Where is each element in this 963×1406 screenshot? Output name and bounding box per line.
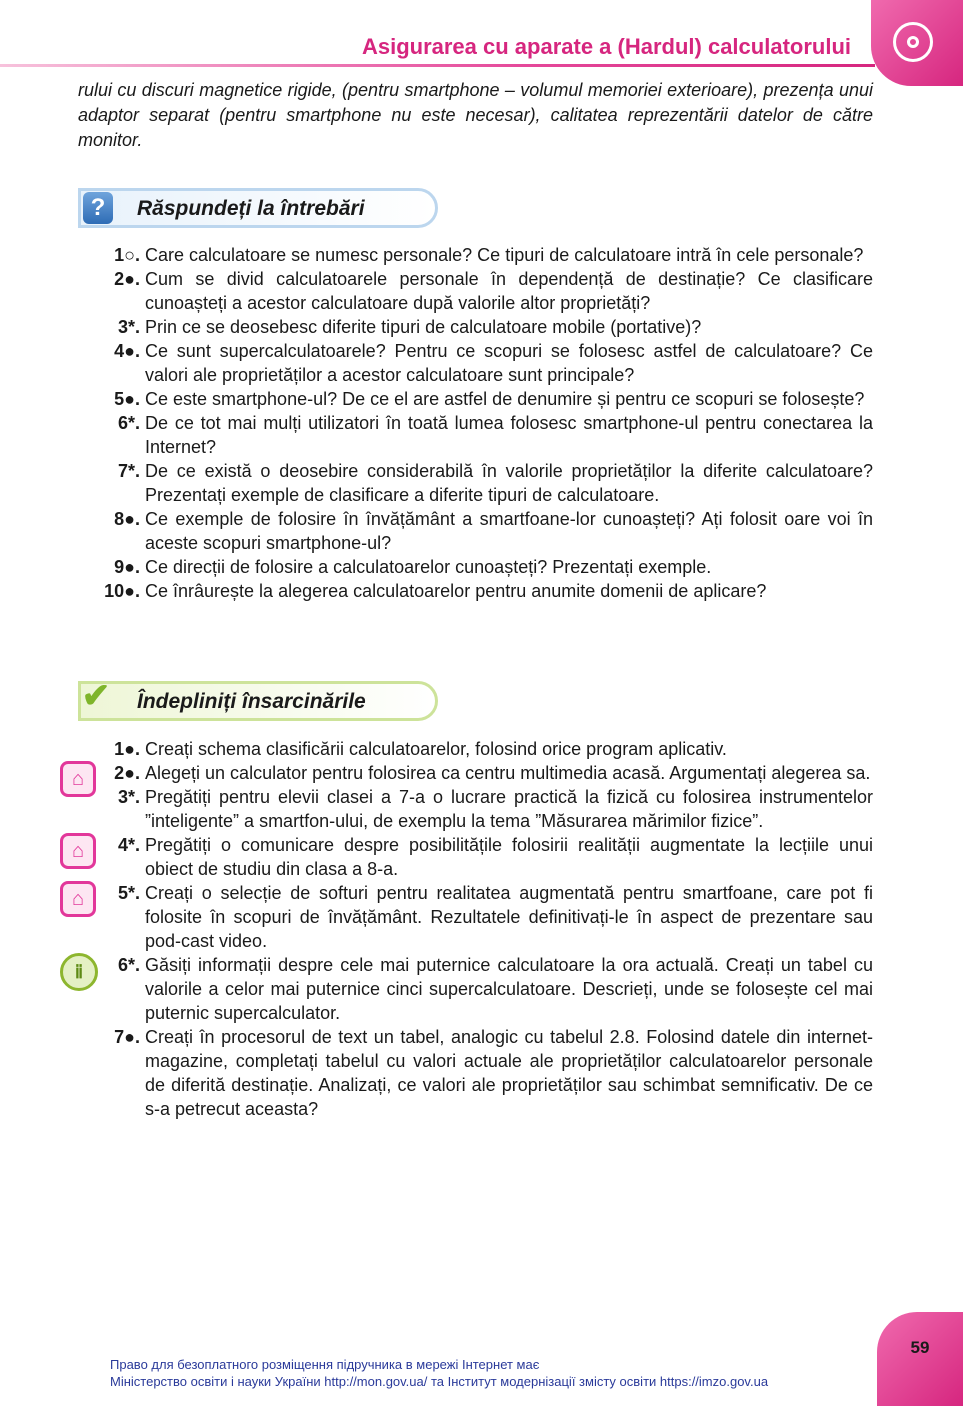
footer: [110, 1356, 870, 1390]
questions-number: 5●.: [114, 389, 140, 409]
tasks-banner: [78, 677, 438, 721]
tasks-number: 2●.: [114, 763, 140, 783]
question-icon: ?: [83, 192, 113, 224]
tasks-number: 4*.: [117, 835, 140, 855]
questions-number: 10●.: [104, 581, 140, 601]
questions-text: Prin ce se deosebesc diferite tipuri de calculatoare mobile (portative)?: [145, 317, 702, 337]
questions-title: Răspundeți la întrebări: [137, 197, 365, 220]
questions-number: 7*.: [117, 461, 140, 481]
questions-item: [78, 243, 873, 267]
tasks-item: [78, 1025, 873, 1121]
checkmark-icon: ✔: [81, 677, 111, 715]
tasks-item: [74, 953, 873, 1025]
questions-text: Cum se divid calculatoarele personale în dependență de destinație? Ce clasificare cunoașteți a acestor calculatoare după valorile altor proprietăți?: [145, 269, 873, 313]
tasks-item: [71, 881, 873, 953]
questions-item: [78, 507, 873, 555]
questions-text: De ce tot mai mulți utilizatori în toată lumea folosesc smartphone-ul pentru conectarea la Internet?: [145, 413, 873, 457]
tasks-text: Pregătiți pentru elevii clasei a 7-a o lucrare practică la fizică cu folosirea instrumentelor ”inteligente” a smartfon-ului, de exemplu la tema ”Măsurarea mărimilor fizice”.: [145, 787, 873, 831]
questions-item: [78, 555, 873, 579]
tasks-number: 7●.: [114, 1027, 140, 1047]
tasks-item: [71, 833, 873, 881]
page-number: 59: [910, 1338, 930, 1357]
questions-text: Ce sunt supercalculatoarele? Pentru ce scopuri se folosesc astfel de calculatoare? Ce valori ale proprietăților a acestor calculatoare sunt principale?: [145, 341, 873, 385]
tasks-text: Alegeți un calculator pentru folosirea ca centru multimedia acasă. Argumentați alegerea sa.: [145, 763, 871, 783]
questions-text: Ce direcții de folosire a calculatoarelor cunoașteți? Prezentați exemple.: [145, 557, 712, 577]
tasks-item: [78, 737, 873, 761]
team-work-icon: ⅱ: [60, 953, 98, 991]
tasks-item: [78, 785, 873, 833]
questions-item: [78, 339, 873, 387]
questions-banner: [78, 188, 438, 228]
tasks-text: Creați schema clasificării calculatoarelor, folosind orice program aplicativ.: [145, 739, 727, 759]
questions-text: De ce există o deosebire considerabilă în valorile proprietăților la diferite calculatoare? Prezentați exemple de clasificare a diferite tipuri de calculatoare.: [145, 461, 873, 505]
questions-item: [78, 579, 873, 603]
page-title: Asigurarea cu aparate a (Hardul) calculatorului: [361, 34, 851, 59]
tasks-number: 5*.: [117, 883, 140, 903]
questions-item: [78, 315, 873, 339]
questions-number: 1○.: [114, 245, 140, 265]
questions-number: 4●.: [114, 341, 140, 361]
questions-item: [78, 411, 873, 459]
footer-line-1: Право для безоплатного розміщення підручника в мережі Інтернет має: [110, 1357, 540, 1372]
tasks-text: Găsiți informații despre cele mai puternice calculatoare la ora actuală. Creați un tabel cu valorile a celor mai puternice cinci supercalculatoare. Descrieți, unde se folosește cel mai puternic supercalculator.: [145, 955, 873, 1023]
home-task-icon: ⌂: [60, 833, 96, 869]
questions-number: 3*.: [117, 317, 140, 337]
tasks-list: [71, 737, 873, 1121]
questions-text: Care calculatoare se numesc personale? Ce tipuri de calculatoare intră în cele personale?: [145, 245, 864, 265]
tasks-text: Pregătiți o comunicare despre posibilitățile folosirii realității augmentate la lecțiile unui obiect de studiu din clasa a 8-a.: [145, 835, 873, 879]
tasks-number: 1●.: [114, 739, 140, 759]
questions-item: [78, 267, 873, 315]
tasks-number: 3*.: [117, 787, 140, 807]
questions-item: [78, 387, 873, 411]
questions-number: 9●.: [114, 557, 140, 577]
questions-text: Ce înrâurește la alegerea calculatoarelor pentru anumite domenii de aplicare?: [145, 581, 767, 601]
header-corner: [871, 0, 963, 86]
tasks-title: Îndepliniți însarcinările: [137, 690, 366, 713]
tasks-item: [71, 761, 873, 790]
page-number-tab: [877, 1312, 963, 1406]
tasks-text: Creați o selecție de softuri pentru realitatea augmentată pentru smartfoane, care pot fi folosite în scopuri de învățământ. Rezultatele definitivați-le în aspect de prezentare sau pod-cast video.: [145, 883, 873, 951]
home-task-icon: ⌂: [60, 881, 96, 917]
tasks-text: Creați în procesorul de text un tabel, analogic cu tabelul 2.8. Folosind datele din internet-magazine, completați tabelul cu valori actuale ale proprietăților calculatoarelor personale de diferită destinație. Analizați, ce valori ale proprietăților sau schimbat semnificativ. De ce s-a petrecut aceasta?: [145, 1027, 873, 1119]
questions-number: 6*.: [117, 413, 140, 433]
header-rule: [0, 64, 875, 67]
questions-number: 8●.: [114, 509, 140, 529]
questions-text: Ce este smartphone-ul? De ce el are astfel de denumire și pentru ce scopuri se folosește?: [145, 389, 865, 409]
questions-list: [78, 243, 873, 603]
home-task-icon: ⌂: [60, 761, 96, 797]
intro-paragraph: rului cu discuri magnetice rigide, (pentru smartphone – volumul memoriei exterioare), prezența unui adaptor separat (pentru smartphone nu este necesar), calitatea reprezentării datelor de către monitor.: [78, 80, 873, 150]
questions-number: 2●.: [114, 269, 140, 289]
tasks-number: 6*.: [117, 955, 140, 975]
questions-item: [78, 459, 873, 507]
questions-text: Ce exemple de folosire în învățământ a smartfoane-lor cunoașteți? Ați folosit oare voi în aceste scopuri smartphone-ul?: [145, 509, 873, 553]
cd-disc-icon: [893, 22, 933, 62]
footer-line-2: Міністерство освіти і науки України http://mon.gov.ua/ та Інститут модернізації змісту освіти https://imzo.gov.ua: [110, 1374, 769, 1389]
